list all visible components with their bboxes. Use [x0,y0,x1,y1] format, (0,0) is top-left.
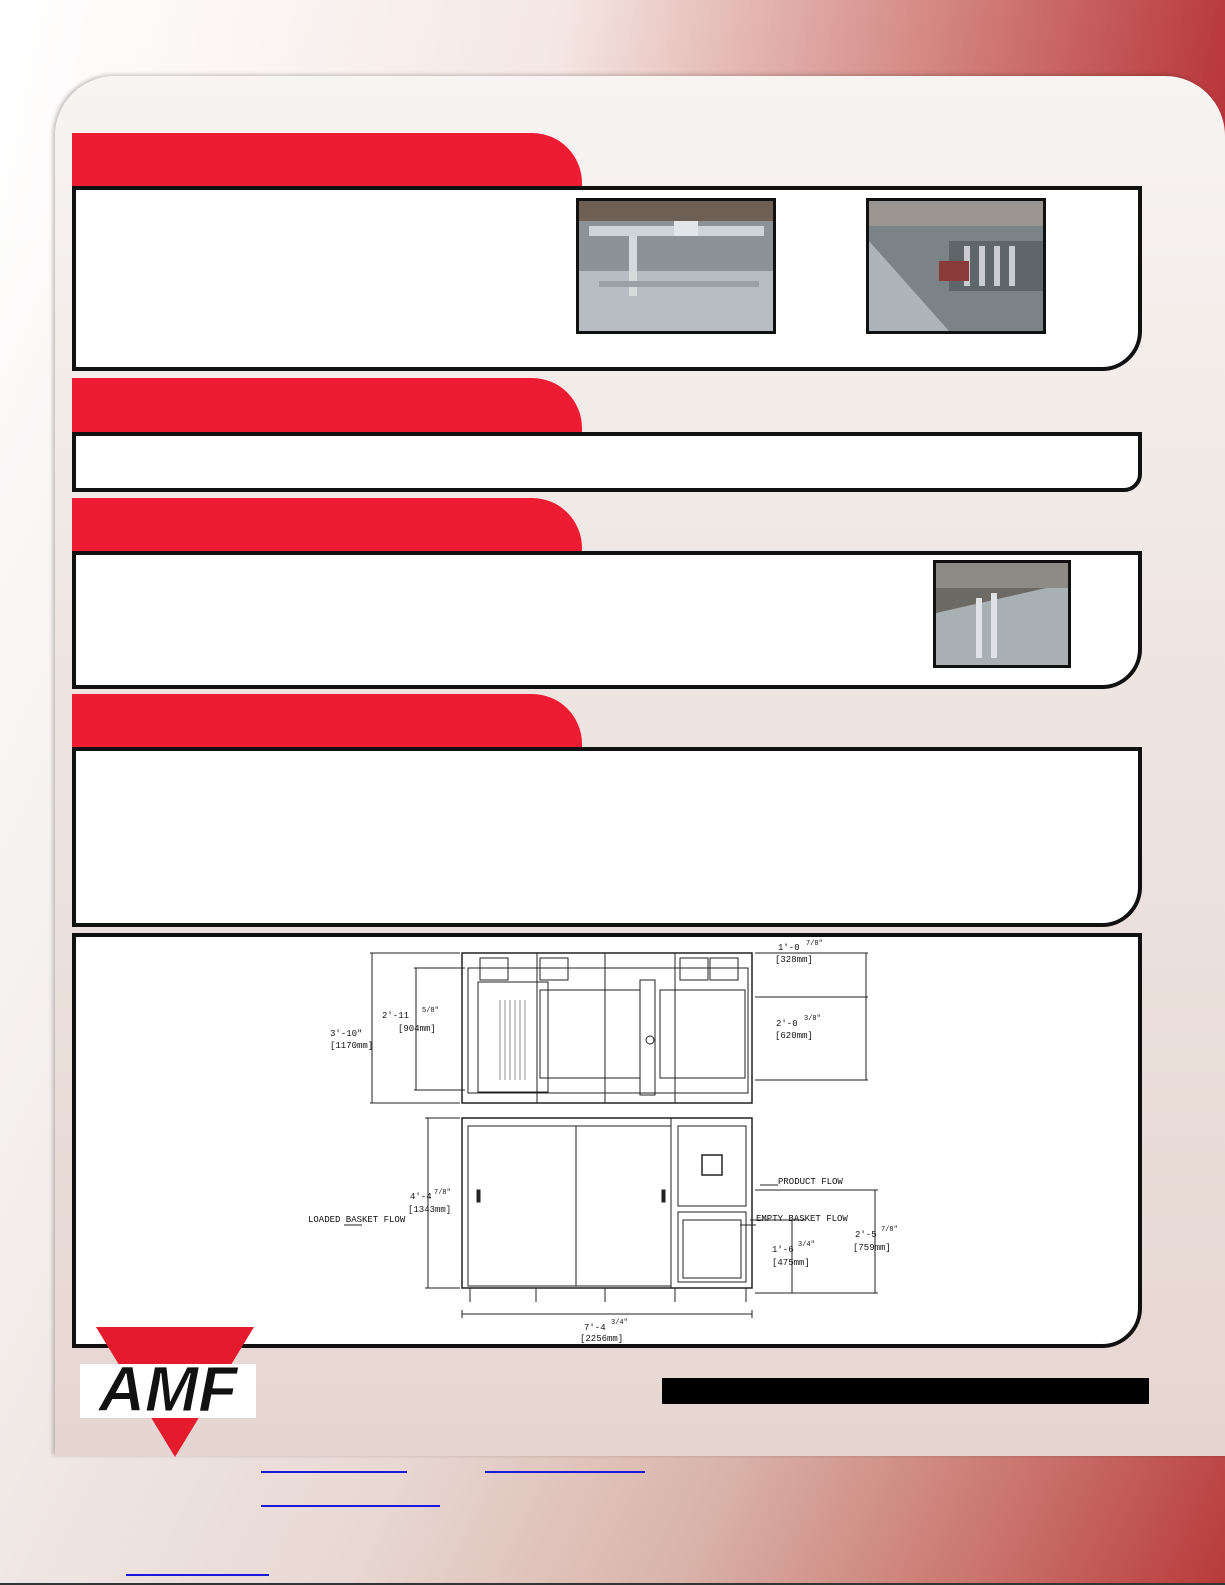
technical-drawing [300,940,920,1344]
dim-height-frac: 7/8" [434,1189,451,1197]
dim-infeed-height: 2'-5 [855,1230,877,1240]
dim-infeed-height-frac: 7/8" [881,1226,898,1234]
section-box-1 [72,186,1142,371]
dim-conveyor-width-frac: 3/8" [804,1015,821,1023]
dim-lower-height: 1'-6 [772,1245,794,1255]
amf-logo [78,1327,258,1467]
dim-top-offset: 1'-0 [778,943,800,953]
loaded-basket-flow-label: LOADED BASKET FLOW [308,1215,406,1225]
dim-length-frac: 3/4" [611,1319,628,1327]
empty-basket-flow-label: EMPTY BASKET FLOW [756,1214,848,1224]
dim-length: 7'-4 [584,1323,606,1333]
section-tab-3 [72,498,582,556]
section-tab-2 [72,378,582,436]
dim-length-mm: [2256mm] [580,1334,624,1344]
dim-frame-width-frac: 5/8" [422,1007,439,1015]
dim-frame-width: 2'-11 [382,1011,410,1021]
dim-height-mm: [1343mm] [408,1205,452,1215]
machine-photo-1 [576,198,776,334]
section-tab-4 [72,694,582,752]
dim-overall-depth-mm: [1170mm] [330,1041,374,1051]
footer-black-bar [662,1378,1149,1404]
dim-frame-width-mm: [904mm] [398,1024,436,1034]
footer-link-1[interactable] [261,1471,407,1473]
footer-link-2[interactable] [485,1471,645,1473]
section-tab-1 [72,133,582,191]
product-flow-label: PRODUCT FLOW [778,1177,843,1187]
machine-photo-3 [933,560,1071,668]
side-view [462,1118,752,1302]
logo-text: AMF [98,1353,238,1425]
dim-lower-height-mm: [475mm] [772,1258,810,1268]
footer-link-4[interactable] [126,1574,269,1576]
section-box-2 [72,432,1142,492]
dim-top-offset-frac: 7/8" [806,940,823,948]
dim-conveyor-width: 2'-0 [776,1019,798,1029]
section-box-3 [72,551,1142,689]
top-view [462,953,752,1103]
dim-infeed-height-mm: [759mm] [853,1243,891,1253]
machine-photo-2 [866,198,1046,334]
footer-link-3[interactable] [261,1505,440,1507]
dim-top-offset-mm: [328mm] [775,955,813,965]
section-box-4 [72,747,1142,927]
dim-conveyor-width-mm: [620mm] [775,1031,813,1041]
dim-height: 4'-4 [410,1192,432,1202]
dim-lower-height-frac: 3/4" [798,1241,815,1249]
dim-overall-depth: 3'-10" [330,1029,363,1039]
